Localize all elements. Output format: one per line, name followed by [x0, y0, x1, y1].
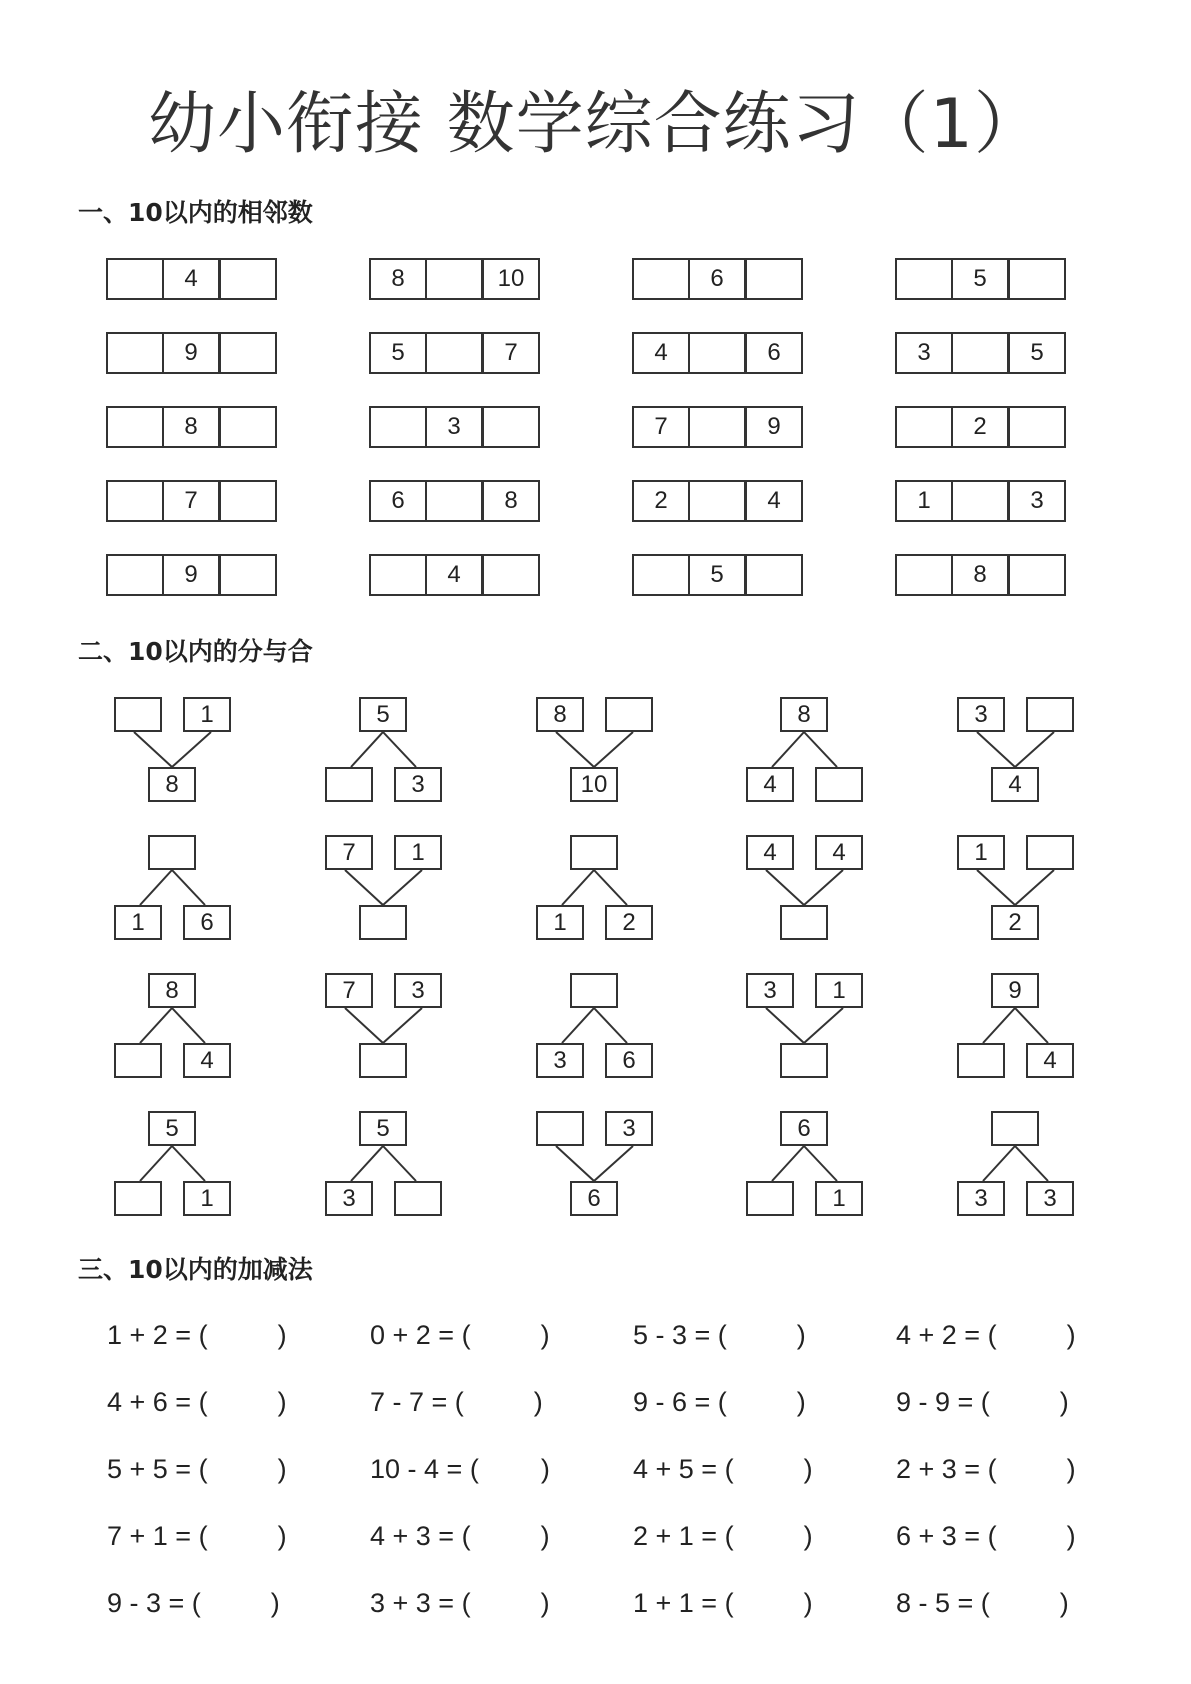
answer-blank[interactable]: [471, 1587, 541, 1619]
answer-blank[interactable]: [208, 1319, 278, 1351]
equation-expression: 6 + 3 =: [896, 1520, 988, 1551]
given-number-box: 7: [325, 835, 373, 870]
adjacent-number-strip: [632, 258, 803, 300]
answer-paren-close: ): [1059, 1386, 1069, 1417]
answer-paren-close: ): [277, 1319, 287, 1350]
answer-box[interactable]: [780, 905, 828, 940]
given-number-cell: 6: [744, 334, 801, 372]
answer-cell[interactable]: [371, 408, 425, 446]
answer-cell[interactable]: [218, 334, 275, 372]
answer-cell[interactable]: [634, 556, 688, 594]
given-number-cell: 5: [951, 260, 1007, 298]
answer-paren-close: ): [540, 1453, 550, 1484]
adjacent-number-strip: [369, 554, 540, 596]
answer-cell[interactable]: [1007, 260, 1064, 298]
number-bond-join: [534, 697, 654, 813]
number-bond-split: [534, 835, 654, 951]
adjacent-number-strip: [369, 406, 540, 448]
answer-blank[interactable]: [208, 1453, 278, 1485]
given-number-box: 1: [957, 835, 1005, 870]
equation: [896, 1583, 1096, 1623]
equation-expression: 4 + 3 =: [370, 1520, 462, 1551]
given-number-cell: 7: [162, 482, 218, 520]
given-number-box: 5: [359, 697, 407, 732]
answer-cell[interactable]: [1007, 556, 1064, 594]
given-number-cell: 8: [162, 408, 218, 446]
answer-box[interactable]: [114, 1043, 162, 1078]
answer-paren-open: (: [461, 1587, 471, 1618]
given-number-box: 4: [991, 767, 1039, 802]
given-number-cell: 5: [688, 556, 744, 594]
equation: [370, 1382, 570, 1422]
answer-box[interactable]: [780, 1043, 828, 1078]
given-number-cell: 4: [654, 339, 668, 366]
answer-cell[interactable]: [951, 334, 1007, 372]
answer-paren-open: (: [198, 1453, 208, 1484]
equation-expression: 10 - 4 =: [370, 1453, 470, 1484]
answer-box[interactable]: [1026, 697, 1074, 732]
equation: [370, 1583, 570, 1623]
answer-paren-close: ): [277, 1386, 287, 1417]
given-number-cell: 7: [654, 413, 668, 440]
adjacent-number-strip: [106, 554, 277, 596]
answer-blank[interactable]: [471, 1520, 541, 1552]
given-number-box: 1: [815, 1181, 863, 1216]
answer-box[interactable]: [325, 767, 373, 802]
given-number-box: 4: [1026, 1043, 1074, 1078]
equation: [370, 1315, 570, 1355]
section-heading-arithmetic: 三、10以内的加减法: [78, 1255, 313, 1284]
adjacent-number-strip: [895, 554, 1066, 596]
given-number-cell: 9: [744, 408, 801, 446]
answer-box[interactable]: [536, 1111, 584, 1146]
given-number-box: 8: [148, 973, 196, 1008]
answer-cell[interactable]: [108, 334, 162, 372]
number-bond-join: [744, 973, 864, 1089]
equation: [896, 1449, 1096, 1489]
answer-paren-close: ): [270, 1587, 280, 1618]
given-number-cell: 10: [481, 260, 538, 298]
answer-paren-open: (: [198, 1386, 208, 1417]
number-bond-split: [534, 973, 654, 1089]
answer-blank[interactable]: [990, 1587, 1060, 1619]
page-title: 幼小衔接 数学综合练习（1）: [148, 85, 1043, 164]
equation: [633, 1315, 833, 1355]
given-number-cell: 8: [391, 265, 405, 292]
given-number-box: 8: [536, 697, 584, 732]
answer-cell[interactable]: [897, 556, 951, 594]
answer-blank[interactable]: [471, 1319, 541, 1351]
equation: [633, 1382, 833, 1422]
answer-box[interactable]: [815, 767, 863, 802]
answer-paren-open: (: [717, 1386, 727, 1417]
given-number-box: 6: [183, 905, 231, 940]
answer-paren-open: (: [724, 1453, 734, 1484]
equation: [107, 1315, 307, 1355]
given-number-box: 1: [536, 905, 584, 940]
adjacent-number-strip: [106, 332, 277, 374]
answer-box[interactable]: [359, 1043, 407, 1078]
answer-cell[interactable]: [425, 260, 481, 298]
equation: [633, 1449, 833, 1489]
given-number-cell: 9: [162, 556, 218, 594]
given-number-box: 4: [746, 835, 794, 870]
answer-paren-close: ): [533, 1386, 543, 1417]
given-number-cell: 2: [654, 487, 668, 514]
number-bond-split: [744, 1111, 864, 1227]
equation-expression: 2 + 1 =: [633, 1520, 725, 1551]
number-bond-split: [323, 1111, 443, 1227]
answer-box[interactable]: [148, 835, 196, 870]
equation-expression: 4 + 5 =: [633, 1453, 725, 1484]
answer-box[interactable]: [394, 1181, 442, 1216]
given-number-box: 4: [183, 1043, 231, 1078]
answer-blank[interactable]: [734, 1453, 804, 1485]
equation-expression: 2 + 3 =: [896, 1453, 988, 1484]
answer-paren-open: (: [987, 1520, 997, 1551]
given-number-box: 7: [325, 973, 373, 1008]
adjacent-number-strip: [632, 480, 803, 522]
equation: [107, 1516, 307, 1556]
given-number-cell: 1: [917, 487, 931, 514]
answer-box[interactable]: [114, 1181, 162, 1216]
answer-paren-close: ): [540, 1319, 550, 1350]
answer-paren-close: ): [796, 1386, 806, 1417]
equation: [107, 1449, 307, 1489]
adjacent-number-strip: [106, 258, 277, 300]
equation-expression: 7 + 1 =: [107, 1520, 199, 1551]
given-number-cell: 5: [391, 339, 405, 366]
answer-paren-close: ): [1066, 1453, 1076, 1484]
answer-cell[interactable]: [218, 408, 275, 446]
answer-paren-open: (: [469, 1453, 479, 1484]
given-number-cell: 4: [162, 260, 218, 298]
adjacent-number-strip: [895, 406, 1066, 448]
given-number-box: 5: [359, 1111, 407, 1146]
equation-expression: 9 - 9 =: [896, 1386, 981, 1417]
equation: [633, 1516, 833, 1556]
given-number-box: 4: [815, 835, 863, 870]
given-number-box: 1: [183, 1181, 231, 1216]
number-bond-join: [955, 835, 1075, 951]
given-number-cell: 5: [1007, 334, 1064, 372]
answer-paren-open: (: [461, 1319, 471, 1350]
answer-cell[interactable]: [744, 260, 801, 298]
section-heading-adjacent-numbers: 一、10以内的相邻数: [78, 198, 313, 227]
answer-blank[interactable]: [997, 1520, 1067, 1552]
given-number-box: 2: [605, 905, 653, 940]
given-number-box: 6: [780, 1111, 828, 1146]
answer-cell[interactable]: [688, 334, 744, 372]
given-number-cell: 4: [425, 556, 481, 594]
answer-cell[interactable]: [688, 482, 744, 520]
answer-box[interactable]: [359, 905, 407, 940]
adjacent-number-strip: [106, 406, 277, 448]
adjacent-number-strip: [369, 332, 540, 374]
given-number-box: 3: [1026, 1181, 1074, 1216]
answer-paren-close: ): [1066, 1520, 1076, 1551]
number-bond-join: [744, 835, 864, 951]
answer-paren-close: ): [277, 1453, 287, 1484]
answer-cell[interactable]: [481, 556, 538, 594]
equation-expression: 7 - 7 =: [370, 1386, 455, 1417]
answer-cell[interactable]: [481, 408, 538, 446]
answer-cell[interactable]: [108, 260, 162, 298]
given-number-box: 3: [957, 1181, 1005, 1216]
answer-paren-close: ): [803, 1587, 813, 1618]
number-bond-split: [744, 697, 864, 813]
answer-paren-close: ): [796, 1319, 806, 1350]
equation: [896, 1382, 1096, 1422]
answer-cell[interactable]: [218, 556, 275, 594]
answer-box[interactable]: [991, 1111, 1039, 1146]
answer-paren-open: (: [198, 1319, 208, 1350]
answer-blank[interactable]: [734, 1520, 804, 1552]
adjacent-number-strip: [106, 480, 277, 522]
given-number-box: 3: [394, 767, 442, 802]
answer-paren-open: (: [454, 1386, 464, 1417]
answer-cell[interactable]: [688, 408, 744, 446]
equation-expression: 5 + 5 =: [107, 1453, 199, 1484]
given-number-box: 3: [957, 697, 1005, 732]
number-bond-split: [323, 697, 443, 813]
answer-paren-open: (: [980, 1386, 990, 1417]
answer-paren-close: ): [540, 1520, 550, 1551]
answer-paren-close: ): [803, 1453, 813, 1484]
adjacent-number-strip: [632, 554, 803, 596]
number-bond-join: [534, 1111, 654, 1227]
equation-expression: 0 + 2 =: [370, 1319, 462, 1350]
equation: [107, 1583, 307, 1623]
answer-paren-close: ): [1066, 1319, 1076, 1350]
answer-paren-open: (: [191, 1587, 201, 1618]
given-number-box: 4: [746, 767, 794, 802]
answer-paren-close: ): [540, 1587, 550, 1618]
given-number-cell: 9: [162, 334, 218, 372]
equation: [896, 1516, 1096, 1556]
number-bond-join: [112, 697, 232, 813]
given-number-cell: 6: [688, 260, 744, 298]
equation-expression: 3 + 3 =: [370, 1587, 462, 1618]
equation: [370, 1449, 570, 1489]
answer-cell[interactable]: [744, 556, 801, 594]
answer-paren-close: ): [803, 1520, 813, 1551]
given-number-box: 3: [325, 1181, 373, 1216]
adjacent-number-strip: [632, 406, 803, 448]
given-number-box: 3: [394, 973, 442, 1008]
given-number-cell: 8: [481, 482, 538, 520]
answer-box[interactable]: [1026, 835, 1074, 870]
given-number-cell: 2: [951, 408, 1007, 446]
answer-cell[interactable]: [218, 482, 275, 520]
answer-paren-open: (: [724, 1587, 734, 1618]
given-number-box: 8: [148, 767, 196, 802]
number-bond-split: [955, 973, 1075, 1089]
equation-expression: 1 + 1 =: [633, 1587, 725, 1618]
number-bond-join: [323, 973, 443, 1089]
answer-cell[interactable]: [951, 482, 1007, 520]
answer-box[interactable]: [605, 697, 653, 732]
number-bond-split: [955, 1111, 1075, 1227]
number-bond-split: [112, 835, 232, 951]
adjacent-number-strip: [369, 258, 540, 300]
answer-blank[interactable]: [997, 1453, 1067, 1485]
answer-cell[interactable]: [425, 482, 481, 520]
given-number-box: 6: [605, 1043, 653, 1078]
given-number-box: 10: [570, 767, 618, 802]
answer-paren-open: (: [980, 1587, 990, 1618]
answer-blank[interactable]: [727, 1386, 797, 1418]
equation-expression: 4 + 2 =: [896, 1319, 988, 1350]
given-number-box: 3: [746, 973, 794, 1008]
given-number-cell: 3: [425, 408, 481, 446]
adjacent-number-strip: [895, 480, 1066, 522]
answer-cell[interactable]: [634, 260, 688, 298]
given-number-cell: 4: [744, 482, 801, 520]
answer-cell[interactable]: [108, 408, 162, 446]
equation-expression: 4 + 6 =: [107, 1386, 199, 1417]
equation-expression: 9 - 6 =: [633, 1386, 718, 1417]
given-number-box: 3: [605, 1111, 653, 1146]
answer-cell[interactable]: [108, 482, 162, 520]
equation-expression: 5 - 3 =: [633, 1319, 718, 1350]
answer-cell[interactable]: [218, 260, 275, 298]
answer-paren-open: (: [724, 1520, 734, 1551]
answer-cell[interactable]: [108, 556, 162, 594]
number-bond-join: [955, 697, 1075, 813]
section-heading-number-bonds: 二、10以内的分与合: [78, 637, 313, 666]
given-number-box: 8: [780, 697, 828, 732]
given-number-box: 1: [114, 905, 162, 940]
equation-expression: 9 - 3 =: [107, 1587, 192, 1618]
answer-blank[interactable]: [208, 1520, 278, 1552]
answer-paren-close: ): [277, 1520, 287, 1551]
number-bond-join: [323, 835, 443, 951]
equation: [107, 1382, 307, 1422]
adjacent-number-strip: [632, 332, 803, 374]
answer-box[interactable]: [114, 697, 162, 732]
given-number-cell: 8: [951, 556, 1007, 594]
adjacent-number-strip: [895, 332, 1066, 374]
answer-box[interactable]: [746, 1181, 794, 1216]
given-number-box: 3: [536, 1043, 584, 1078]
given-number-cell: 3: [1007, 482, 1064, 520]
answer-box[interactable]: [570, 835, 618, 870]
answer-cell[interactable]: [897, 260, 951, 298]
given-number-cell: 6: [391, 487, 405, 514]
answer-cell[interactable]: [425, 334, 481, 372]
answer-paren-close: ): [1059, 1587, 1069, 1618]
answer-blank[interactable]: [464, 1386, 534, 1418]
answer-cell[interactable]: [371, 556, 425, 594]
given-number-box: 5: [148, 1111, 196, 1146]
answer-paren-open: (: [198, 1520, 208, 1551]
equation: [896, 1315, 1096, 1355]
answer-paren-open: (: [461, 1520, 471, 1551]
given-number-box: 1: [815, 973, 863, 1008]
equation: [633, 1583, 833, 1623]
equation-expression: 1 + 2 =: [107, 1319, 199, 1350]
answer-cell[interactable]: [1007, 408, 1064, 446]
answer-paren-open: (: [987, 1319, 997, 1350]
answer-paren-open: (: [717, 1319, 727, 1350]
answer-blank[interactable]: [997, 1319, 1067, 1351]
answer-box[interactable]: [957, 1043, 1005, 1078]
adjacent-number-strip: [895, 258, 1066, 300]
answer-blank[interactable]: [727, 1319, 797, 1351]
answer-paren-open: (: [987, 1453, 997, 1484]
given-number-box: 9: [991, 973, 1039, 1008]
given-number-cell: 3: [917, 339, 931, 366]
given-number-box: 6: [570, 1181, 618, 1216]
number-bond-split: [112, 973, 232, 1089]
answer-blank[interactable]: [479, 1453, 541, 1485]
answer-box[interactable]: [570, 973, 618, 1008]
answer-cell[interactable]: [897, 408, 951, 446]
adjacent-number-strip: [369, 480, 540, 522]
given-number-box: 1: [394, 835, 442, 870]
given-number-cell: 7: [481, 334, 538, 372]
equation-expression: 8 - 5 =: [896, 1587, 981, 1618]
equation: [370, 1516, 570, 1556]
given-number-box: 2: [991, 905, 1039, 940]
answer-blank[interactable]: [734, 1587, 804, 1619]
answer-blank[interactable]: [990, 1386, 1060, 1418]
answer-blank[interactable]: [201, 1587, 271, 1619]
answer-blank[interactable]: [208, 1386, 278, 1418]
given-number-box: 1: [183, 697, 231, 732]
number-bond-split: [112, 1111, 232, 1227]
